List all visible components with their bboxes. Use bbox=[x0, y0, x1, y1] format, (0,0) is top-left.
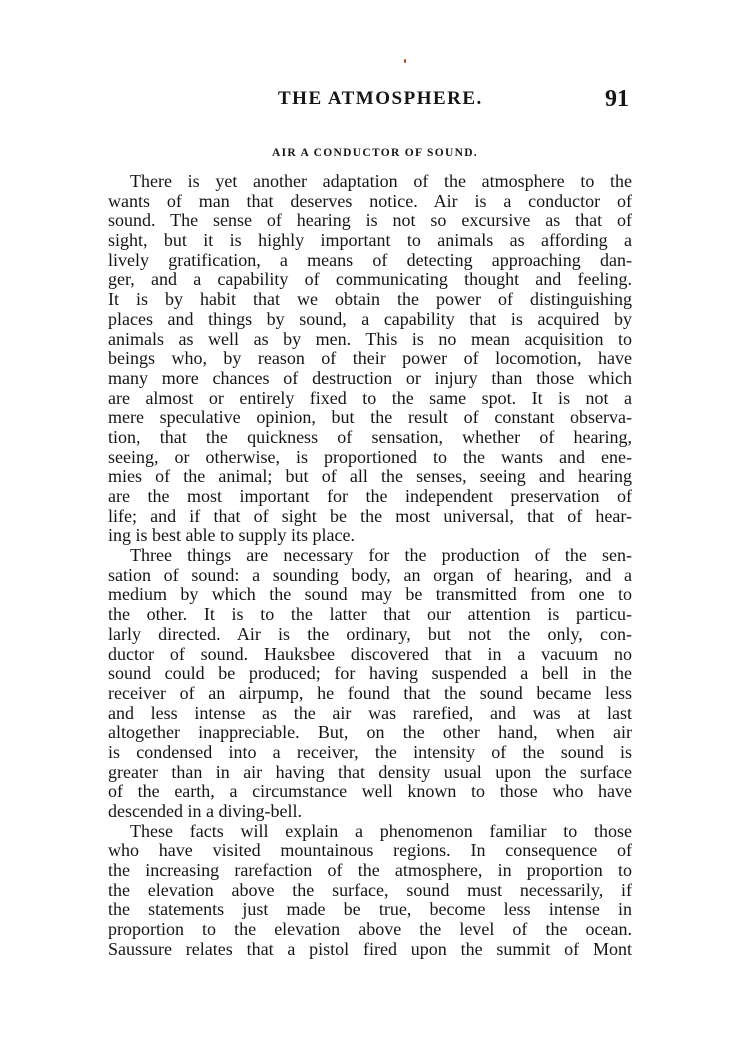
text-line: Saussure relates that a pistol fired upon the summit of Mont bbox=[108, 939, 632, 959]
text-line: sation of sound: a sounding body, an organ of hearing, and a bbox=[108, 565, 632, 585]
text-line: receiver of an airpump, he found that the sound became less bbox=[108, 683, 632, 703]
text-line: sight, but it is highly important to animals as affording a bbox=[108, 231, 632, 251]
text-line: descended in a diving-bell. bbox=[108, 802, 302, 821]
text-line: ger, and a capability of communicating thought and feeling. bbox=[108, 270, 632, 290]
text-line: of the earth, a circumstance well known to those who have bbox=[108, 782, 632, 802]
text-line: altogether inappreciable. But, on the other hand, when air bbox=[108, 723, 632, 743]
text-line: tion, that the quickness of sensation, whether of hearing, bbox=[108, 427, 632, 447]
text-line: lively gratification, a means of detecting approaching dan- bbox=[108, 250, 632, 270]
text-line: life; and if that of sight be the most universal, that of hear- bbox=[108, 506, 632, 526]
text-line: ing is best able to supply its place. bbox=[108, 526, 355, 546]
text-line: mies of the animal; but of all the senses, seeing and hearing bbox=[108, 467, 632, 487]
text-line: the increasing rarefaction of the atmosphere, in proportion to bbox=[108, 861, 632, 881]
text-line: There is yet another adaptation of the atmosphere to the bbox=[130, 172, 632, 191]
text-line: the statements just made be true, become less intense in bbox=[108, 900, 632, 920]
text-line: the elevation above the surface, sound must necessarily, if bbox=[108, 880, 632, 900]
text-line: beings who, by reason of their power of locomotion, have bbox=[108, 349, 632, 369]
text-line: sound could be produced; for having suspended a bell in the bbox=[108, 664, 632, 684]
text-line: Three things are necessary for the production of the sen- bbox=[130, 546, 632, 566]
text-line: are the most important for the independent preservation of bbox=[108, 487, 632, 506]
text-line: proportion to the elevation above the level of the ocean. bbox=[108, 920, 632, 940]
text-line: sound. The sense of hearing is not so excursive as that of bbox=[108, 211, 632, 231]
section-heading: AIR A CONDUCTOR OF SOUND. bbox=[272, 147, 478, 159]
text-line: wants of man that deserves notice. Air is a conductor of bbox=[108, 191, 632, 211]
ink-speck bbox=[404, 59, 406, 63]
page-number: 91 bbox=[605, 86, 629, 112]
text-line: medium by which the sound may be transmitted from one to bbox=[108, 585, 632, 605]
text-line: are almost or entirely fixed to the same spot. It is not a bbox=[108, 388, 632, 408]
text-line: many more chances of destruction or injury than those which bbox=[108, 368, 632, 388]
body-text bbox=[108, 172, 632, 960]
text-line: and less intense as the air was rarefied, and was at last bbox=[108, 703, 632, 723]
text-line: is condensed into a receiver, the intensity of the sound is bbox=[108, 742, 632, 762]
text-line: ductor of sound. Hauksbee discovered that in a vacuum no bbox=[108, 644, 632, 664]
text-line: greater than in air having that density usual upon the surface bbox=[108, 762, 632, 782]
text-line: It is by habit that we obtain the power of distinguishing bbox=[108, 290, 632, 310]
text-line: larly directed. Air is the ordinary, but not the only, con- bbox=[108, 624, 632, 644]
text-line: the other. It is to the latter that our attention is particu- bbox=[108, 605, 632, 625]
text-line: places and things by sound, a capability that is acquired by bbox=[108, 309, 632, 329]
text-line: who have visited mountainous regions. In consequence of bbox=[108, 841, 632, 861]
running-title: THE ATMOSPHERE. bbox=[278, 88, 483, 109]
text-line: mere speculative opinion, but the result of constant observa- bbox=[108, 408, 632, 428]
text-line: animals as well as by men. This is no mean acquisition to bbox=[108, 329, 632, 349]
text-line: These facts will explain a phenomenon familiar to those bbox=[130, 821, 632, 841]
text-line: seeing, or otherwise, is proportioned to the wants and ene- bbox=[108, 447, 632, 467]
